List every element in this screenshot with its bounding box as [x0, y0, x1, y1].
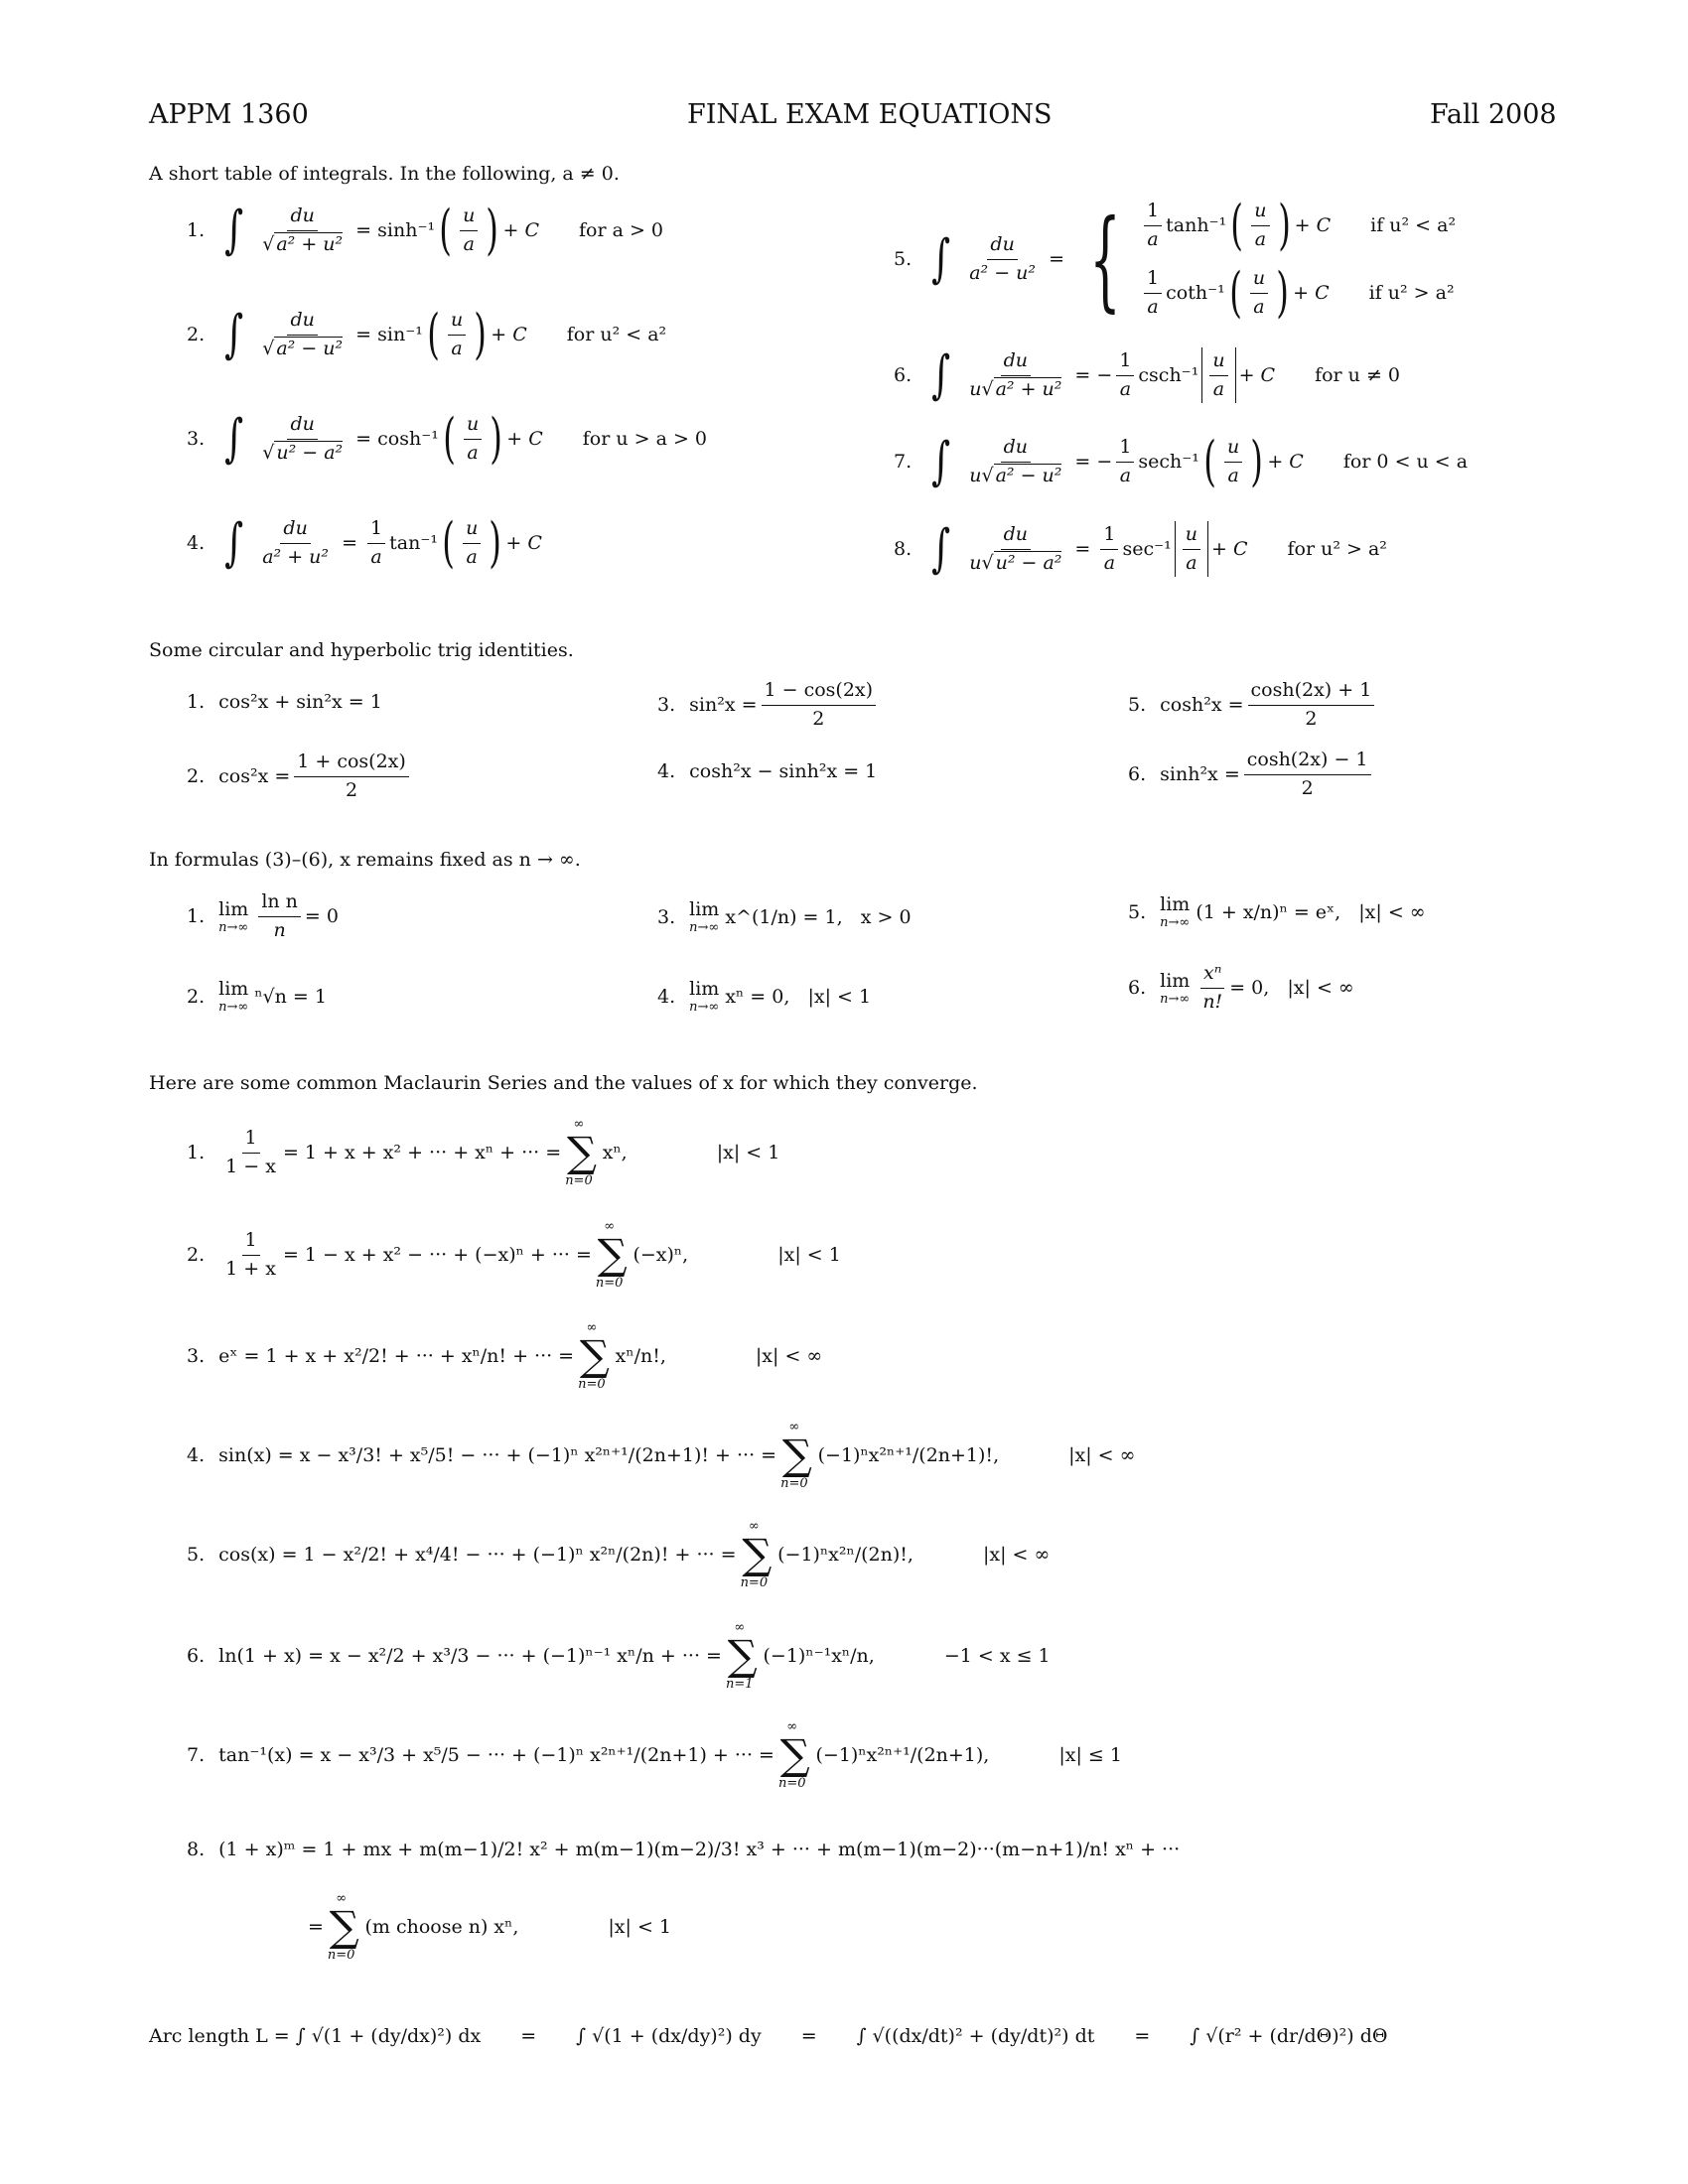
condition: for u > a > 0 [582, 428, 708, 450]
result-function: csch⁻¹ [1138, 364, 1199, 386]
arc-length-cartesian-x: ∫ √(1 + (dy/dx)²) dx [295, 2025, 482, 2047]
term-label: Fall 2008 [1430, 99, 1557, 130]
integral-3: 3. ∫ $\frac{du}{\text{√ u² − a²}}$ = cosh⁻¹ ( $\frac{u}{a}$ ) + C for u > a > 0 [187, 407, 708, 470]
identity-1: 1. cos²x + sin²x = 1 [187, 691, 382, 713]
condition: for 0 < u < a [1342, 451, 1469, 473]
abs-bar-icon [1207, 521, 1208, 577]
left-paren-icon: ( [443, 407, 456, 470]
integral-2: 2. ∫ $\frac{du}{\text{√ a² − u²}}$ = sin⁻¹ ( $\frac{u}{a}$ ) + C for u² < a² [187, 303, 667, 365]
integral-5: 5. ∫ $\frac{du}{\text{a² − u²}}$ = { $\frac{1}{a}$ tanh⁻¹ ( $\frac{u}{a}$ ) + C if u² < a² $\frac{1}{a}$ coth⁻¹ ( $\frac{u}{a}$ ) + C if u² > a² [894, 194, 1457, 324]
series-5: 5. cos(x) = 1 − x²/2! + x⁴/4! − ··· + (−1)ⁿ x²ⁿ/(2n)! + ··· = ∞ ∑ n=0 (−1)ⁿx²ⁿ/(2n)!, |x| < ∞ [187, 1519, 1051, 1590]
arc-length-formula: Arc length L = ∫ √(1 + (dy/dx)²) dx = ∫ √(1 + (dx/dy)²) dy = ∫ √((dx/dt)² + (dy/dt)²) dt = ∫ √(r² + (dr/dΘ)²) dΘ [149, 2025, 1388, 2047]
convergence: |x| < ∞ [982, 1544, 1051, 1566]
series-8-line-2: = ∞ ∑ n=0 (m choose n) xⁿ, |x| < 1 [308, 1891, 672, 1963]
summation-icon: ∞ ∑ n=0 [777, 1719, 810, 1791]
identity-5: 5. cosh²x = $\frac{\cosh(2x) + 1}{2}$ [1128, 680, 1378, 731]
convergence: |x| < ∞ [1068, 1444, 1136, 1466]
arc-length-label: Arc length L = [149, 2025, 290, 2047]
condition: for u² < a² [566, 324, 667, 345]
abs-bar-icon [1201, 347, 1202, 403]
convergence: |x| < 1 [608, 1916, 672, 1938]
integrals-intro: A short table of integrals. In the following, a ≠ 0. [149, 163, 620, 185]
convergence: |x| < ∞ [755, 1345, 823, 1367]
summation-icon: ∞ ∑ n=1 [725, 1620, 758, 1692]
integral-sign-icon: ∫ [224, 409, 244, 469]
convergence: −1 < x ≤ 1 [943, 1645, 1051, 1667]
item-number: 5. [894, 248, 913, 270]
result-function: sinh⁻¹ [377, 219, 436, 241]
item-number: 4. [187, 532, 206, 554]
summation-icon: ∞ ∑ n=0 [327, 1891, 359, 1963]
series-intro: Here are some common Maclaurin Series and the values of x for which they converge. [149, 1072, 978, 1094]
integral-sign-icon: ∫ [931, 519, 951, 579]
left-paren-icon: ( [1228, 261, 1242, 324]
summation-icon: ∞ ∑ n=0 [595, 1219, 628, 1291]
case-2: $\frac{1}{a}$ coth⁻¹ ( $\frac{u}{a}$ ) + C if u² > a² [1140, 266, 1456, 320]
result-function: sec⁻¹ [1122, 538, 1172, 560]
result-function: cosh⁻¹ [377, 428, 439, 450]
right-paren-icon: ) [1277, 194, 1291, 256]
identity-4: 4. cosh²x − sinh²x = 1 [657, 760, 878, 782]
series-6: 6. ln(1 + x) = x − x²/2 + x³/3 − ··· + (−1)ⁿ⁻¹ xⁿ/n + ··· = ∞ ∑ n=1 (−1)ⁿ⁻¹xⁿ/n, −1 < x ≤ 1 [187, 1620, 1051, 1692]
result-function: tan⁻¹ [389, 532, 438, 554]
left-paren-icon: ( [439, 199, 452, 261]
item-number: 8. [894, 538, 913, 560]
integral-sign-icon: ∫ [224, 513, 244, 573]
left-paren-icon: ( [427, 303, 440, 365]
arc-length-parametric: ∫ √((dx/dt)² + (dy/dt)²) dt [856, 2025, 1095, 2047]
convergence: |x| ≤ 1 [1058, 1744, 1122, 1766]
integral-sign-icon: ∫ [224, 201, 244, 260]
identity-3: 3. sin²x = $\frac{1 - \cos(2x)}{2}$ [657, 680, 880, 731]
case-1: $\frac{1}{a}$ tanh⁻¹ ( $\frac{u}{a}$ ) + C if u² < a² [1140, 199, 1456, 252]
integral-8: 8. ∫ $\frac{du}{\text{u√ u² − a²}}$ = $\frac{1}{a}$ sec⁻¹ $\frac{u}{a}$ + C for u² > a² [894, 519, 1387, 579]
course-code: APPM 1360 [149, 99, 309, 130]
abs-bar-icon [1175, 521, 1176, 577]
condition: for a > 0 [579, 219, 664, 241]
item-number: 1. [187, 219, 206, 241]
series-3: 3. eˣ = 1 + x + x²/2! + ··· + xⁿ/n! + ··· = ∞ ∑ n=0 xⁿ/n!, |x| < ∞ [187, 1320, 823, 1392]
integral-sign-icon: ∫ [224, 305, 244, 364]
condition: for u ≠ 0 [1315, 364, 1400, 386]
arc-length-polar: ∫ √(r² + (dr/dΘ)²) dΘ [1190, 2025, 1388, 2047]
series-8: 8. (1 + x)ᵐ = 1 + mx + m(m−1)/2! x² + m(m−1)(m−2)/3! x³ + ··· + m(m−1)(m−2)···(m−n+1)/n! xⁿ + ··· [187, 1839, 1181, 1860]
limit-4: 4. lim n→∞ xⁿ = 0, |x| < 1 [657, 978, 872, 1015]
convergence: |x| < 1 [777, 1244, 841, 1266]
identities-intro: Some circular and hyperbolic trig identities. [149, 639, 574, 661]
right-paren-icon: ) [490, 407, 503, 470]
limit-5: 5. lim n→∞ (1 + x/n)ⁿ = eˣ, |x| < ∞ [1128, 893, 1426, 930]
right-paren-icon: ) [1276, 261, 1289, 324]
convergence: |x| < 1 [716, 1142, 780, 1163]
integral-sign-icon: ∫ [931, 229, 951, 289]
limit-2: 2. lim n→∞ ⁿ√n = 1 [187, 978, 327, 1015]
integrand: $\frac{du}{\text{√ a² + u²}}$ [262, 204, 344, 255]
integral-7: 7. ∫ $\frac{du}{\text{u√ a² − u²}}$ = − $\frac{1}{a}$ sech⁻¹ ( $\frac{u}{a}$ ) + C for 0 < u < a [894, 430, 1469, 492]
abs-bar-icon [1235, 347, 1236, 403]
page-title: FINAL EXAM EQUATIONS [687, 99, 1053, 130]
limits-intro: In formulas (3)–(6), x remains fixed as n → ∞. [149, 849, 581, 871]
limit-3: 3. lim n→∞ x^(1/n) = 1, x > 0 [657, 898, 912, 935]
identity-6: 6. sinh²x = $\frac{\cosh(2x) - 1}{2}$ [1128, 750, 1375, 800]
right-paren-icon: ) [489, 511, 502, 574]
summation-icon: ∞ ∑ n=0 [578, 1320, 610, 1392]
arc-length-cartesian-y: ∫ √(1 + (dx/dy)²) dy [576, 2025, 762, 2047]
item-number: 6. [894, 364, 913, 386]
condition: for u² > a² [1287, 538, 1387, 560]
integral-1: 1. ∫ $\frac{du}{\text{√ a² + u²}}$ = sinh⁻¹ ( $\frac{u}{a}$ ) + C for a > 0 [187, 199, 664, 261]
right-paren-icon: ) [1250, 430, 1264, 492]
piecewise-cases [1140, 194, 1457, 324]
result-function: sin⁻¹ [377, 324, 423, 345]
series-7: 7. tan⁻¹(x) = x − x³/3 + x⁵/5 − ··· + (−1)ⁿ x²ⁿ⁺¹/(2n+1) + ··· = ∞ ∑ n=0 (−1)ⁿx²ⁿ⁺¹/(2n+1), |x| ≤ 1 [187, 1719, 1122, 1791]
result-function: sech⁻¹ [1138, 451, 1199, 473]
integral-sign-icon: ∫ [931, 432, 951, 491]
series-2: 2. $\frac{1}{1 + x}$ = 1 − x + x² − ··· + (−x)ⁿ + ··· = ∞ ∑ n=0 (−x)ⁿ, |x| < 1 [187, 1219, 841, 1291]
left-paren-icon: ( [1230, 194, 1244, 256]
limit-6: 6. lim n→∞ $\frac{\text{xⁿ}}{n!}$ = 0, |x| < ∞ [1128, 962, 1354, 1013]
limit-1: 1. lim n→∞ $\frac{\text{ln n}}{n}$ = 0 [187, 890, 339, 941]
item-number: 7. [894, 451, 913, 473]
identity-2: 2. cos²x = $\frac{1 + \cos(2x)}{2}$ [187, 751, 413, 802]
right-paren-icon: ) [474, 303, 488, 365]
left-paren-icon: ( [442, 511, 455, 574]
item-number: 2. [187, 324, 206, 345]
summation-icon: ∞ ∑ n=0 [565, 1117, 597, 1188]
summation-icon: ∞ ∑ n=0 [780, 1420, 812, 1491]
integral-4: 4. ∫ $\frac{du}{\text{a² + u²}}$ = $\frac{1}{a}$ tan⁻¹ ( $\frac{u}{a}$ ) + C [187, 511, 542, 574]
series-4: 4. sin(x) = x − x³/3! + x⁵/5! − ··· + (−1)ⁿ x²ⁿ⁺¹/(2n+1)! + ··· = ∞ ∑ n=0 (−1)ⁿx²ⁿ⁺¹/(2n+1)!, |x| < ∞ [187, 1420, 1136, 1491]
right-paren-icon: ) [486, 199, 499, 261]
left-brace-icon: { [1089, 196, 1121, 323]
summation-icon: ∞ ∑ n=0 [740, 1519, 773, 1590]
series-1: 1. $\frac{1}{1 - x}$ = 1 + x + x² + ··· + xⁿ + ··· = ∞ ∑ n=0 xⁿ, |x| < 1 [187, 1117, 780, 1188]
item-number: 3. [187, 428, 206, 450]
integral-sign-icon: ∫ [931, 345, 951, 405]
integral-6: 6. ∫ $\frac{du}{\text{u√ a² + u²}}$ = − $\frac{1}{a}$ csch⁻¹ $\frac{u}{a}$ + C for u ≠ 0 [894, 345, 1400, 405]
left-paren-icon: ( [1203, 430, 1216, 492]
